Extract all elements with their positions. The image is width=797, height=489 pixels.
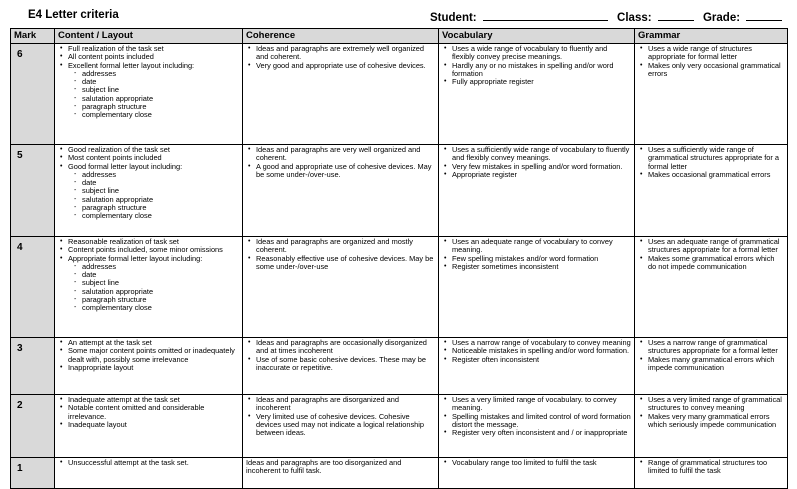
coherence-cell [243,145,439,237]
content-point-item: • Inadequate layout [68,421,239,429]
mark-cell: 3 [11,338,55,395]
content-point-subitem: - salutation appropriate [68,95,239,103]
coherence-cell [243,458,439,489]
grammar-point-item: • Makes very many grammatical errors which seriously impede communication [648,413,784,430]
vocabulary-point-item: • Uses a sufficiently wide range of vocabulary to fluently and flexibly convey meanings. [452,146,631,163]
vocabulary-point-item: • Appropriate register [452,171,631,179]
content-point-subitem: - date [68,179,239,187]
grammar-cell [635,44,788,145]
grammar-cell [635,395,788,458]
student-info [430,9,788,24]
coherence-point-item: • Reasonably effective use of cohesive devices. May be some under-/over-use [256,255,435,272]
vocabulary-point-item: • Uses a wide range of vocabulary to fluently and flexibly convey precise meanings. [452,45,631,62]
content-point-item: • Inappropriate layout [68,364,239,372]
criteria-row [11,338,788,395]
grammar-point-item: • Uses a very limited range of grammatical structures to convey meaning [648,396,784,413]
content-cell [55,458,243,489]
content-point-list [58,146,239,221]
content-point-subitem: - addresses [68,263,239,271]
content-point-item: • Unsuccessful attempt at the task set. [68,459,239,467]
coherence-point-item: • Use of some basic cohesive devices. These may be inaccurate or repetitive. [256,356,435,373]
column-header-coherence: Coherence [243,29,439,44]
coherence-cell [243,338,439,395]
criteria-row [11,237,788,338]
vocabulary-point-item: • Noticeable mistakes in spelling and/or word formation. [452,347,631,355]
criteria-row [11,145,788,237]
grammar-point-item: • Uses a sufficiently wide range of grammatical structures appropriate for a formal letter [648,146,784,171]
content-point-subitem: - subject line [68,86,239,94]
vocabulary-point-item: • Register often inconsistent [452,356,631,364]
content-point-item: • All content points included [68,53,239,61]
coherence-text: Ideas and paragraphs are too disorganized and incoherent to fulfil task. [246,458,402,476]
mark-cell: 2 [11,395,55,458]
grammar-point-item: • Makes some grammatical errors which do not impede communication [648,255,784,272]
coherence-point-item: • Ideas and paragraphs are very well organized and coherent. [256,146,435,163]
student-name-field[interactable] [483,9,608,21]
vocabulary-cell [439,458,635,489]
vocabulary-point-item: • Uses a narrow range of vocabulary to convey meaning [452,339,631,347]
content-point-subitem: - complementary close [68,111,239,119]
content-point-item: • Notable content omitted and considerable irrelevance. [68,404,239,421]
vocabulary-point-item: • Fully appropriate register [452,78,631,86]
grammar-point-list [638,45,784,78]
vocabulary-point-item: • Hardly any or no mistakes in spelling and/or word formation [452,62,631,79]
grammar-point-item: • Uses a wide range of structures appropriate for formal letter [648,45,784,62]
mark-cell: 6 [11,44,55,145]
content-point-list [58,238,239,313]
vocabulary-point-item: • Register sometimes inconsistent [452,263,631,271]
content-point-item: • Content points included, some minor omissions [68,246,239,254]
coherence-point-item: • Ideas and paragraphs are occasionally disorganized and at times incoherent [256,339,435,356]
coherence-point-list [246,238,435,271]
grammar-point-list [638,396,784,429]
content-point-subitem: - addresses [68,70,239,78]
coherence-point-item: • Very good and appropriate use of cohesive devices. [256,62,435,70]
vocabulary-point-item: • Uses an adequate range of vocabulary to convey meaning. [452,238,631,255]
vocabulary-point-item: • Very few mistakes in spelling and/or word formation. [452,163,631,171]
vocabulary-point-list [442,339,631,364]
coherence-point-list [246,146,435,179]
content-point-list [58,339,239,372]
vocabulary-point-list [442,459,631,467]
criteria-table [10,28,788,489]
coherence-point-item: • Ideas and paragraphs are disorganized and incoherent [256,396,435,413]
content-point-subitem: - paragraph structure [68,103,239,111]
vocabulary-point-list [442,396,631,437]
content-cell [55,44,243,145]
grammar-point-list [638,238,784,271]
content-cell [55,395,243,458]
grammar-point-item: • Uses a narrow range of grammatical structures appropriate for a formal letter [648,339,784,356]
grammar-point-item: • Makes many grammatical errors which impede communication [648,356,784,373]
content-point-subitem: - addresses [68,171,239,179]
content-point-subitem: - complementary close [68,304,239,312]
grammar-point-item: • Uses an adequate range of grammatical structures appropriate for a formal letter [648,238,784,255]
criteria-row [11,458,788,489]
mark-cell: 4 [11,237,55,338]
vocabulary-point-list [442,238,631,271]
vocabulary-point-item: • Spelling mistakes and limited control of word formation distort the message. [452,413,631,430]
page-title: E4 Letter criteria [28,9,119,21]
grammar-cell [635,145,788,237]
student-label: Student: [430,12,477,24]
coherence-point-item: • A good and appropriate use of cohesive devices. May be some under-/over-use. [256,163,435,180]
class-field[interactable] [658,9,694,21]
content-cell [55,145,243,237]
grammar-cell [635,338,788,395]
content-point-subitem: - subject line [68,279,239,287]
coherence-point-list [246,396,435,437]
vocabulary-cell [439,338,635,395]
grammar-point-item: • Range of grammatical structures too limited to fulfil the task [648,459,784,476]
grammar-point-list [638,146,784,179]
mark-cell: 5 [11,145,55,237]
coherence-point-list [246,45,435,70]
grammar-point-list [638,459,784,476]
content-point-list [58,396,239,429]
content-point-subitem: - date [68,78,239,86]
vocabulary-point-list [442,146,631,179]
table-header-row [11,29,788,44]
content-point-item: • Good realization of the task set [68,146,239,154]
coherence-point-list [246,339,435,372]
mark-cell: 1 [11,458,55,489]
grammar-cell [635,458,788,489]
content-point-item: • Good formal letter layout including: [68,163,239,171]
coherence-cell [243,395,439,458]
content-point-list [58,45,239,120]
content-point-item: • Some major content points omitted or inadequately dealt with, possibly some irrelevance [68,347,239,364]
content-point-subitem: - date [68,271,239,279]
grade-label: Grade: [702,12,741,24]
criteria-row [11,44,788,145]
vocabulary-point-item: • Few spelling mistakes and/or word formation [452,255,631,263]
vocabulary-point-list [442,45,631,86]
content-point-item: • An attempt at the task set [68,339,239,347]
content-point-item: • Most content points included [68,154,239,162]
vocabulary-point-item: • Uses a very limited range of vocabulary. to convey meaning. [452,396,631,413]
grammar-point-item: • Makes only very occasional grammatical errors [648,62,784,79]
header-bar [10,9,787,27]
grade-field[interactable] [746,9,782,21]
content-point-subitem: - salutation appropriate [68,196,239,204]
grammar-point-list [638,339,784,372]
vocabulary-cell [439,44,635,145]
content-point-item: • Full realization of the task set [68,45,239,53]
column-header-grammar: Grammar [635,29,788,44]
content-point-subitem: - complementary close [68,212,239,220]
grammar-point-item: • Makes occasional grammatical errors [648,171,784,179]
column-header-content: Content / Layout [55,29,243,44]
class-label: Class: [617,12,652,24]
content-point-subitem: - paragraph structure [68,296,239,304]
coherence-point-item: • Ideas and paragraphs are extremely well organized and coherent. [256,45,435,62]
content-point-subitem: - paragraph structure [68,204,239,212]
content-point-subitem: - salutation appropriate [68,288,239,296]
criteria-row [11,395,788,458]
coherence-cell [243,44,439,145]
content-cell [55,338,243,395]
content-cell [55,237,243,338]
content-point-item: • Inadequate attempt at the task set [68,396,239,404]
column-header-vocabulary: Vocabulary [439,29,635,44]
content-point-item: • Appropriate formal letter layout including: [68,255,239,263]
content-point-list [58,459,239,467]
vocabulary-cell [439,395,635,458]
grammar-cell [635,237,788,338]
vocabulary-cell [439,145,635,237]
content-point-item: • Reasonable realization of task set [68,238,239,246]
coherence-point-item: • Ideas and paragraphs are organized and mostly coherent. [256,238,435,255]
content-point-subitem: - subject line [68,187,239,195]
coherence-point-item: • Very limited use of cohesive devices. Cohesive devices used may not indicate a logical relationship between ideas. [256,413,435,438]
vocabulary-cell [439,237,635,338]
vocabulary-point-item: • Register very often inconsistent and / or inappropriate [452,429,631,437]
content-point-item: • Excellent formal letter layout including: [68,62,239,70]
vocabulary-point-item: • Vocabulary range too limited to fulfil the task [452,459,631,467]
coherence-cell [243,237,439,338]
column-header-mark: Mark [11,29,55,44]
